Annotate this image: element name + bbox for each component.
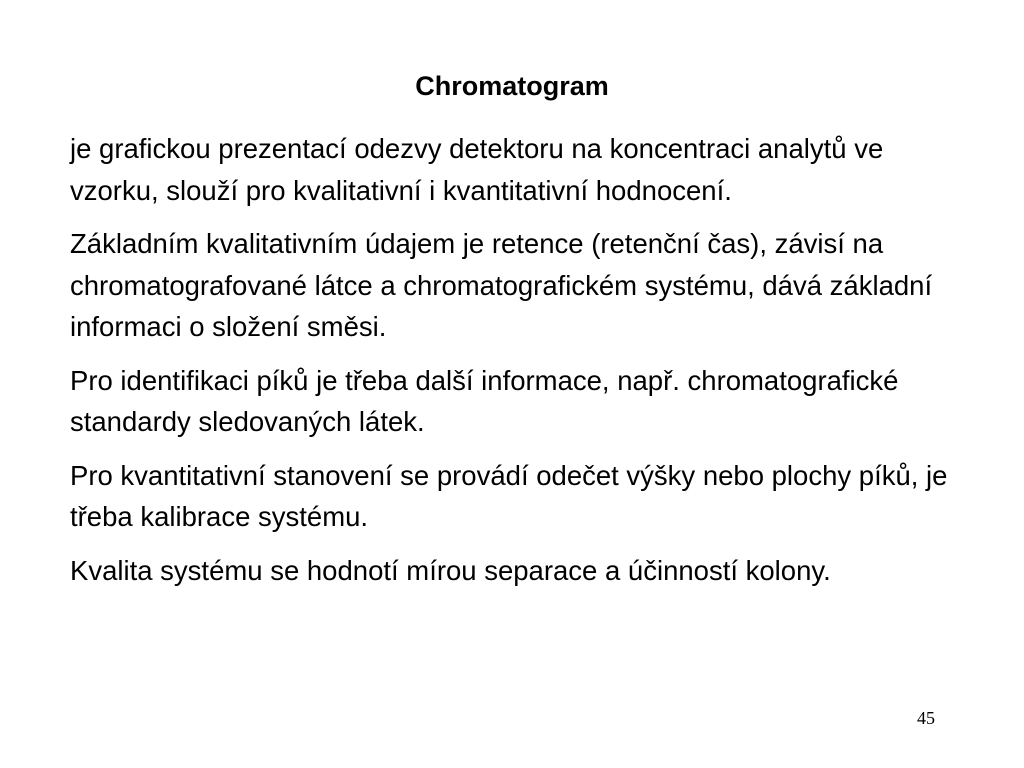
paragraph-definition: je grafickou prezentací odezvy detektoru na koncentraci analytů ve vzorku, slouží pro kvalitativní i kvantitativní hodnocení. [70,133,884,206]
paragraph-retention: Základním kvalitativním údajem je retence (retenční čas), závisí na chromatografované látce a chromatografickém systému, dává základní informaci o složení směsi. [70,228,933,342]
page-number: 45 [917,708,935,728]
paragraph-quality: Kvalita systému se hodnotí mírou separace a účinností kolony. [70,554,831,586]
slide-body [70,128,970,603]
paragraph-identification: Pro identifikaci píků je třeba další informace, např. chromatografické standardy sledovaných látek. [70,364,899,437]
paragraph-quantitative: Pro kvantitativní stanovení se provádí odečet výšky nebo plochy píků, je třeba kalibrace systému. [70,459,948,532]
slide-title: Chromatogram [415,71,609,101]
